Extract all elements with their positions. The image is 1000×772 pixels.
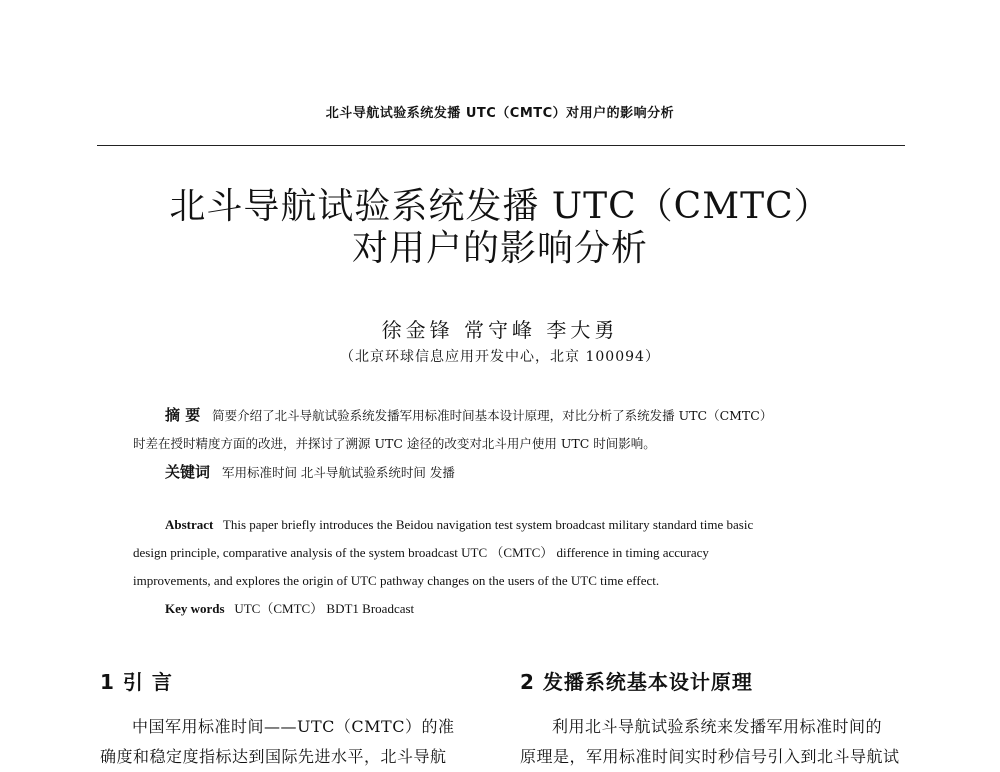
keywords-zh-label: 关键词 — [165, 463, 211, 481]
section-2-line-1: 利用北斗导航试验系统来发播军用标准时间的 — [552, 717, 883, 736]
abstract-zh-label: 摘 要 — [165, 406, 201, 424]
section-2-body — [520, 712, 912, 772]
abstract-en-line-1 — [165, 511, 873, 539]
abstract-zh — [133, 401, 873, 487]
keywords-en-text: UTC（CMTC） BDT1 Broadcast — [234, 601, 415, 616]
paper-title-line-2: 对用户的影响分析 — [351, 228, 648, 269]
abstract-en-line-2: design principle, comparative analysis of the system broadcast UTC （CMTC） difference in timing accuracy — [133, 545, 709, 560]
abstract-en — [133, 511, 873, 623]
section-1-body — [100, 712, 492, 772]
section-1-heading: 1 引 言 — [100, 670, 173, 694]
paper-title — [0, 186, 1000, 270]
abstract-zh-line-2: 时差在授时精度方面的改进，并探讨了溯源 UTC 途径的改变对北斗用户使用 UTC 时间影响。 — [133, 436, 656, 451]
abstract-en-text-1: This paper briefly introduces the Beidou navigation test system broadcast military standard time basic — [222, 517, 754, 532]
header-rule — [97, 145, 905, 146]
abstract-en-label: Abstract — [165, 517, 214, 532]
abstract-en-line-3: improvements, and explores the origin of UTC pathway changes on the users of the UTC time effect. — [133, 573, 660, 588]
paper-title-line-1: 北斗导航试验系统发播 UTC（CMTC） — [169, 186, 831, 227]
section-2-heading: 2 发播系统基本设计原理 — [520, 670, 753, 694]
author-list: 徐金锋 常守峰 李大勇 — [381, 318, 619, 342]
affiliation: （北京环球信息应用开发中心，北京 100094） — [340, 349, 660, 365]
keywords-en — [165, 595, 873, 623]
keywords-en-label: Key words — [165, 601, 225, 616]
keywords-zh-text: 军用标准时间 北斗导航试验系统时间 发播 — [221, 465, 455, 480]
running-header: 北斗导航试验系统发播 UTC（CMTC）对用户的影响分析 — [325, 106, 675, 121]
abstract-zh-text-1: 简要介绍了北斗导航试验系统发播军用标准时间基本设计原理，对比分析了系统发播 UTC（CMTC） — [212, 408, 773, 423]
abstract-zh-line-1 — [165, 401, 873, 430]
section-1-line-1: 中国军用标准时间——UTC（CMTC）的准 — [132, 717, 455, 736]
section-1-line-2: 确度和稳定度指标达到国际先进水平，北斗导航 — [100, 747, 447, 766]
keywords-zh — [165, 458, 873, 487]
section-2-line-2: 原理是，军用标准时间实时秒信号引入到北斗导航试 — [520, 747, 900, 766]
